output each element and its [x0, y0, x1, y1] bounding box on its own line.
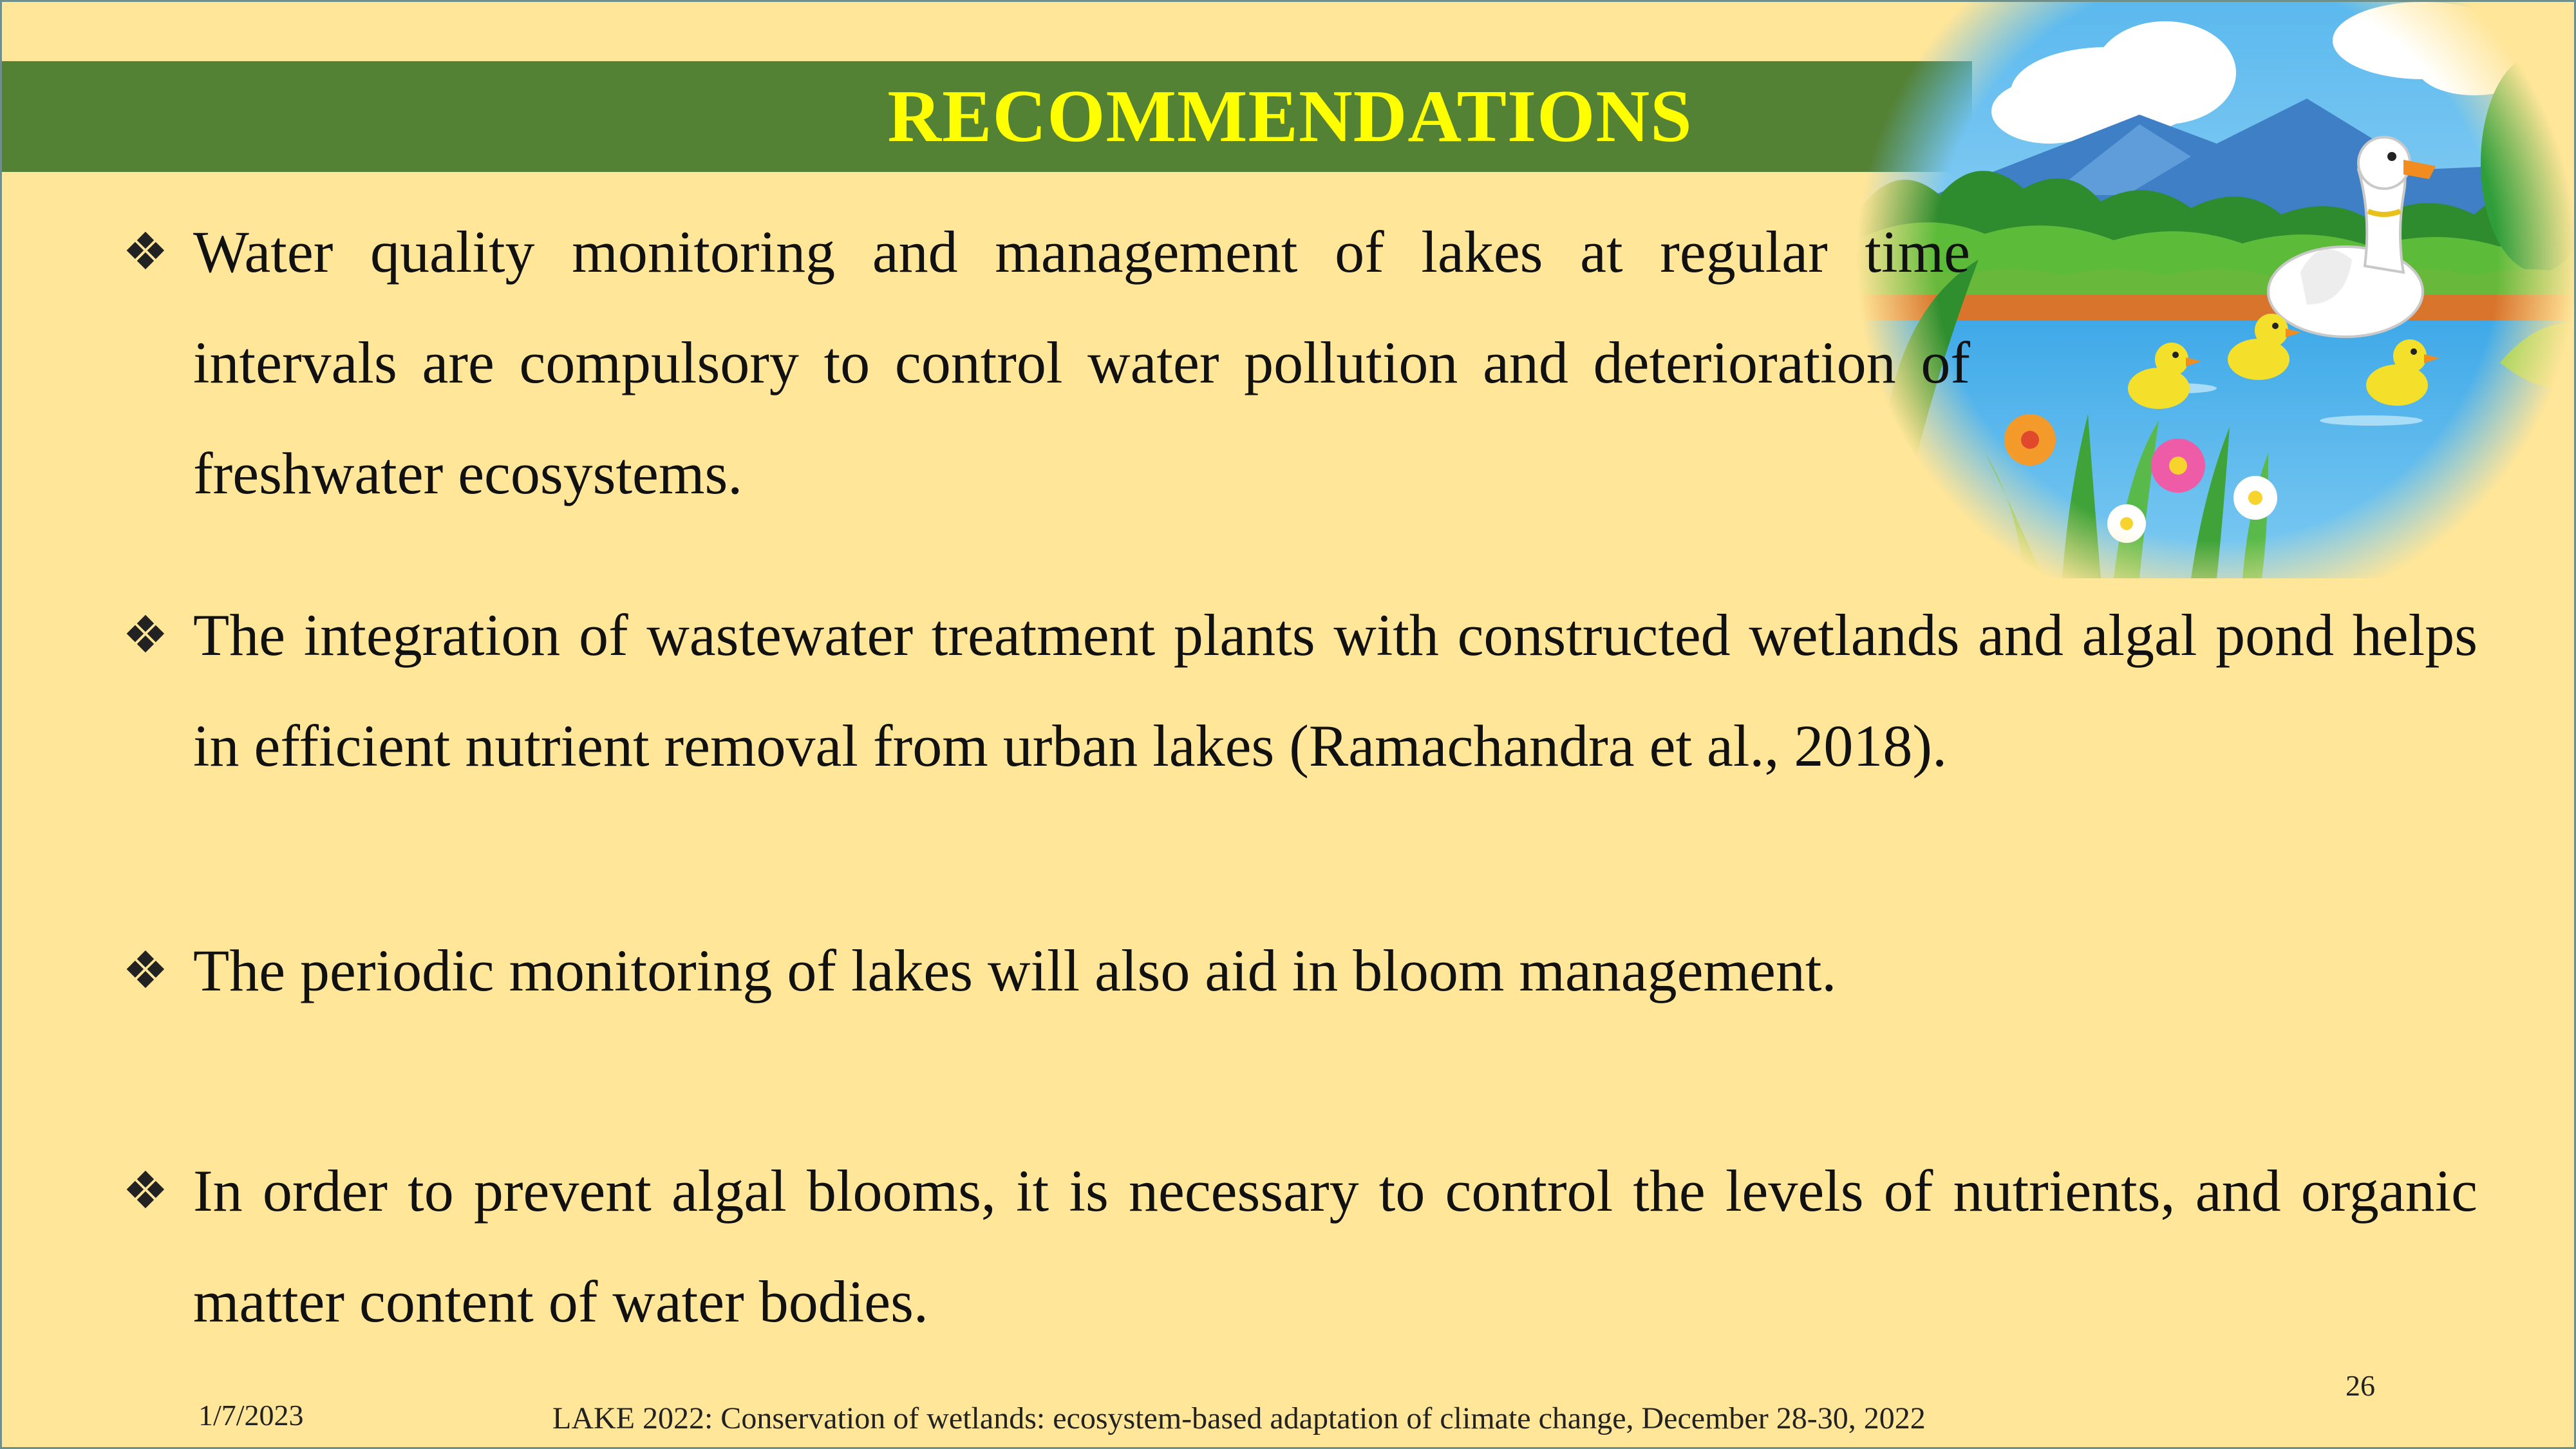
slide-title: RECOMMENDATIONS [887, 75, 1693, 158]
bullet-text: In order to prevent algal blooms, it is necessary to control the levels of nutrients, and organic matter content of water bodies. [193, 1158, 2477, 1334]
four-diamond-bullet-icon: ❖ [122, 1160, 169, 1220]
four-diamond-bullet-icon: ❖ [122, 940, 169, 1000]
footer-date: 1/7/2023 [198, 1399, 304, 1432]
bullet-text: The periodic monitoring of lakes will also aid in bloom management. [193, 938, 1837, 1003]
bullet-text: Water quality monitoring and management of lakes at regular time intervals are compulsory to control water pollution and deterioration of freshwater ecosystems. [193, 219, 1970, 506]
bullet-text: The integration of wastewater treatment plants with constructed wetlands and algal pond helps in efficient nutrient removal from urban lakes (Ramachandra et al., 2018). [193, 602, 2477, 779]
footer-conference: LAKE 2022: Conservation of wetlands: ecosystem-based adaptation of climate change, December 28-30, 2022 [552, 1401, 1926, 1435]
four-diamond-bullet-icon: ❖ [122, 605, 169, 665]
page-number: 26 [2346, 1369, 2375, 1402]
four-diamond-bullet-icon: ❖ [122, 222, 169, 281]
